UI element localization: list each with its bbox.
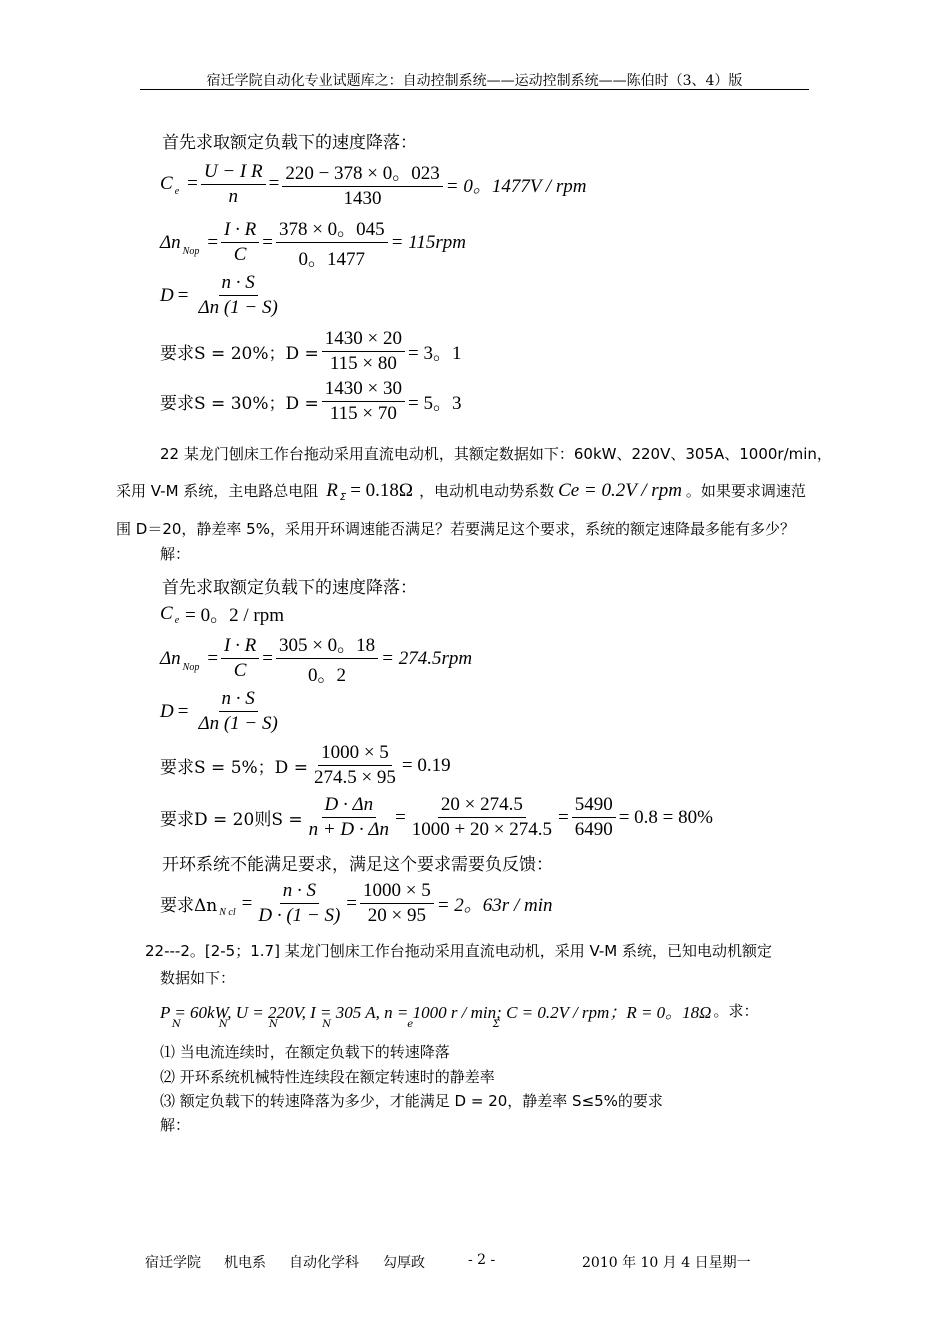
s1-d-num: n · S xyxy=(219,272,258,296)
s2-dn-equation: Δn Nop = $\frac{I \cdot R}{C}$ = $\frac{305 \times 0。18}{0。2}$ = 274.5rpm xyxy=(160,630,472,687)
s1-r2-den: 115 × 70 xyxy=(329,403,397,424)
s1-dn-lhs-sub: Nop xyxy=(182,246,200,257)
s1-r2-num: 1430 × 30 xyxy=(322,378,405,402)
p22-2-q2: ⑵ 开环系统机械特性连续段在额定转速时的静差率 xyxy=(160,1068,495,1086)
s2-ce-value: = 0。2 / rpm xyxy=(185,605,284,626)
p22-2-line1: 22---2。[2-5；1.7] 某龙门刨床工作台拖动采用直流电动机，采用 V-M 系统，已知电动机额定 xyxy=(145,942,772,960)
s2-r1-num: 1000 × 5 xyxy=(318,742,392,766)
s1-ce-lhs-sub: e xyxy=(174,185,180,197)
s2-dn-num-val: 305 × 0。18 xyxy=(276,630,378,659)
p22-line1: 22 某龙门刨床工作台拖动采用直流电动机，其额定数据如下：60kW、220V、305A、1000r/min， xyxy=(160,445,832,463)
s2-dn-lhs: Δn xyxy=(160,647,181,669)
s2-dn-den-val: 0。2 xyxy=(308,665,347,686)
p22-r-val: = 0.18Ω xyxy=(350,479,414,501)
s1-ce-lhs: C xyxy=(160,173,173,194)
s2-r3-result: = 2。63r / min xyxy=(436,895,553,916)
s2-r2-equation: 要求D = 20则S = $\frac{D \cdot \Delta n}{n + D \cdot \Delta n}$ = $\frac{20 \times 274.5}{1000 + 20 \times 274.5}$ = $\frac{5490}{6490}$ = 0.8 = 80% xyxy=(160,794,713,840)
s2-dn-frac-sym xyxy=(221,635,259,682)
s2-r3-frac-val xyxy=(360,880,434,927)
s1-r1-equation xyxy=(160,328,461,375)
s1-ce-den-sym: n xyxy=(228,185,238,207)
s2-ce-sub: e xyxy=(174,615,180,626)
s2-r2-den-val2: 6490 xyxy=(574,819,613,840)
s2-d-equation: D = $\frac{n \cdot S}{\Delta n (1 - S)}$ xyxy=(160,688,284,735)
p22-2-q3: ⑶ 额定负载下的转速降落为多少，才能满足 D = 20，静差率 S≤5%的要求 xyxy=(160,1092,663,1110)
s2-d-den: Δn (1 − S) xyxy=(198,713,278,734)
s1-d-lhs: D xyxy=(160,284,174,306)
s2-d-num: n · S xyxy=(219,688,258,712)
s2-r3-num-val: 1000 × 5 xyxy=(360,880,434,904)
s1-r2-result: = 5。3 xyxy=(407,393,462,414)
s1-r1-result: = 3。1 xyxy=(407,343,462,364)
s2-d-frac xyxy=(195,688,280,735)
s2-r2-num-sym: D · Δn xyxy=(322,794,377,818)
s2-ce-lhs: C xyxy=(160,602,173,624)
p22-ce: Ce = 0.2V / rpm xyxy=(558,479,682,501)
s2-r2-frac-val2 xyxy=(572,794,616,841)
s2-note: 开环系统不能满足要求，满足这个要求需要负反馈： xyxy=(162,855,553,875)
p22-jie: 解： xyxy=(160,545,191,563)
s1-dn-num-val: 378 × 0。045 xyxy=(276,214,388,243)
p22-line2a: 采用 V-M 系统，主电路总电阻 xyxy=(116,482,319,500)
p22-line2 xyxy=(116,478,806,503)
s2-intro: 首先求取额定负载下的速度降落： xyxy=(162,578,417,598)
p22-line3: 围 D＝20，静差率 5%，采用开环调速能否满足？若要满足这个要求，系统的额定速降最多能有多少？ xyxy=(116,520,795,538)
p22-2-params-subs: N N N N e Σ xyxy=(172,1019,500,1030)
s2-r2-num-val2: 5490 xyxy=(572,794,616,818)
s1-dn-num-sym: I · R xyxy=(221,219,259,243)
s1-dn-result: = 115rpm xyxy=(390,231,466,253)
s2-r2-num-val: 20 × 274.5 xyxy=(438,794,526,818)
s2-dn-num-sym: I · R xyxy=(221,635,259,659)
s1-ce-equation: C e = $\frac{\text{U − I R}}{n}$ = $\frac{220 - 378 \times 0。023}{1430}$ = 0。1477V / rpm xyxy=(160,158,586,210)
s2-r1-prefix: 要求S = 5%；D = xyxy=(160,758,308,778)
s2-r3-den-sym: D · (1 − S) xyxy=(258,905,341,926)
s2-dn-lhs-sub: Nop xyxy=(182,662,200,673)
s1-r1-prefix: 要求S = 20%；D = xyxy=(160,344,319,364)
p22-r: R xyxy=(326,479,338,501)
footer-dept: 机电系 xyxy=(224,1255,266,1271)
s1-ce-num-sym: U − I R xyxy=(201,161,266,185)
s1-ce-frac-val xyxy=(282,158,442,210)
s2-r1-frac xyxy=(311,742,399,789)
s1-r1-frac xyxy=(322,328,405,375)
page-header: 宿迁学院自动化专业试题库之：自动控制系统——运动控制系统——陈伯时（3、4）版 xyxy=(206,73,743,89)
p22-2-params-end: 。求： xyxy=(713,1002,759,1020)
s1-dn-den-val: 0。1477 xyxy=(298,249,366,270)
s2-r2-frac-val xyxy=(409,794,555,841)
s1-d-equation: D = $\frac{n \cdot S}{\Delta n (1 - S)}$ xyxy=(160,272,284,319)
s1-dn-equation: Δn Nop = $\frac{I \cdot R}{C}$ = $\frac{378 \times 0。045}{0。1477}$ = 115rpm xyxy=(160,214,466,271)
s2-dn-den-sym: C xyxy=(233,660,247,681)
footer-school: 宿迁学院 xyxy=(145,1255,201,1271)
s2-r3-equation: 要求Δn N cl = $\frac{n \cdot S}{D \cdot (1 - S)}$ = $\frac{1000 \times 5}{20 \times 95}$ = 2。63r / min xyxy=(160,880,553,926)
s1-r1-den: 115 × 80 xyxy=(329,353,397,374)
s2-dn-result: = 274.5rpm xyxy=(381,647,473,669)
footer-date: 2010 年 10 月 4 日星期一 xyxy=(582,1255,751,1271)
p22-2-jie: 解： xyxy=(160,1116,191,1134)
s1-dn-lhs: Δn xyxy=(160,231,181,253)
s1-intro: 首先求取额定负载下的速度降落： xyxy=(162,133,417,153)
s2-r3-prefix: 要求Δn xyxy=(160,896,218,916)
footer-author: 勾厚政 xyxy=(383,1255,425,1271)
s2-ce-equation xyxy=(160,600,284,627)
s2-r2-frac-sym xyxy=(306,794,392,841)
p22-2-q1: ⑴ 当电流连续时，在额定负载下的转速降落 xyxy=(160,1043,450,1061)
s2-r2-den-val: 1000 + 20 × 274.5 xyxy=(411,819,552,840)
s1-ce-den-val: 1430 xyxy=(343,188,382,209)
s1-dn-frac-val xyxy=(276,214,388,271)
s1-ce-frac-sym xyxy=(201,161,266,208)
s1-ce-num-val: 220 − 378 × 0。023 xyxy=(282,158,442,187)
s1-d-frac xyxy=(195,272,280,319)
s2-d-lhs: D xyxy=(160,700,174,722)
s2-r2-den-sym: n + D · Δn xyxy=(308,819,390,840)
s2-r1-den: 274.5 × 95 xyxy=(313,767,396,788)
s2-r3-prefix-sub: N cl xyxy=(219,907,236,918)
s1-r2-prefix: 要求S = 30%；D = xyxy=(160,394,319,414)
footer-discipline: 自动化学科 xyxy=(289,1255,359,1271)
s2-r3-den-val: 20 × 95 xyxy=(367,905,426,926)
p22-r-sub: Σ xyxy=(339,492,347,503)
footer-page-number: - 2 - xyxy=(468,1252,496,1268)
s1-ce-result: = 0。1477V / rpm xyxy=(445,175,587,197)
p22-2-params-text: P = 60kW, U = 220V, I = 305 A, n = 1000 r / min; C = 0.2V / rpm；R = 0。18Ω xyxy=(160,1003,712,1022)
p22-line2c: 。如果要求调速范 xyxy=(685,482,806,500)
s1-r1-num: 1430 × 20 xyxy=(322,328,405,352)
s1-d-den: Δn (1 − S) xyxy=(198,297,278,318)
s2-r2-prefix: 要求D = 20则S = xyxy=(160,810,303,830)
s2-dn-frac-val xyxy=(276,630,378,687)
s1-r2-frac xyxy=(322,378,405,425)
s1-dn-frac-sym xyxy=(221,219,259,266)
s2-r3-frac-sym xyxy=(255,880,343,927)
s2-r3-num-sym: n · S xyxy=(280,880,319,904)
p22-2-line2: 数据如下： xyxy=(160,969,236,987)
s2-r2-result: = 0.8 = 80% xyxy=(618,806,713,828)
s1-r2-equation xyxy=(160,378,461,425)
s2-r1-result: = 0.19 xyxy=(401,754,451,776)
p22-line2b: ，电动机电动势系数 xyxy=(419,482,555,500)
s1-dn-den-sym: C xyxy=(233,244,247,265)
header-rule xyxy=(140,89,809,90)
s2-r1-equation xyxy=(160,742,451,789)
